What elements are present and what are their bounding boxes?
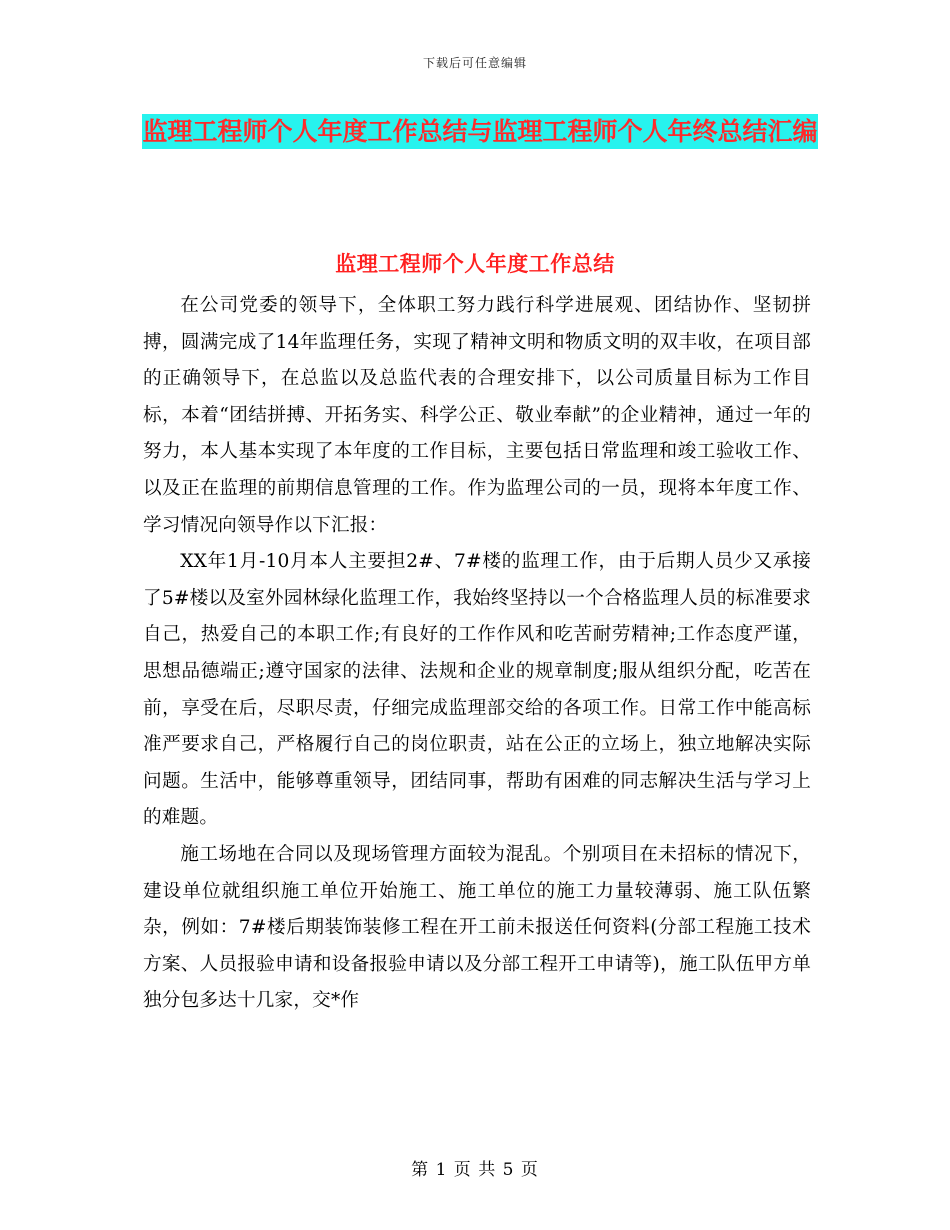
document-title [140, 110, 820, 154]
paragraph-3: 施工场地在合同以及现场管理方面较为混乱。个别项目在未招标的情况下，建设单位就组织施工单位开始施工、施工单位的施工力量较薄弱、施工队伍繁杂，例如：7#楼后期装饰装修工程在开工前未报送任何资料(分部工程施工技术方案、人员报验申请和设备报验申请以及分部工程开工申请等)，施工队伍甲方单独分包多达十几家，交*作 [143, 843, 811, 1012]
page-indicator: 第 1 页 共 5 页 [411, 1160, 539, 1180]
header-note: 下载后可任意编辑 [422, 56, 527, 70]
paragraph-1: 在公司党委的领导下，全体职工努力践行科学进展观、团结协作、坚韧拼搏，圆满完成了14年监理任务，实现了精神文明和物质文明的双丰收，在项目部的正确领导下，在总监以及总监代表的合理安排下，以公司质量目标为工作目标，本着“团结拼搏、开拓务实、科学公正、敬业奉献”的企业精神，通过一年的努力，本人基本实现了本年度的工作目标，主要包括日常监理和竣工验收工作、以及正在监理的前期信息管理的工作。作为监理公司的一员，现将本年度工作、学习情况向领导作以下汇报： [143, 295, 811, 536]
body-text [143, 288, 811, 1020]
paragraph-2: XX年1月-10月本人主要担2#、7#楼的监理工作，由于后期人员少又承接了5#楼以及室外园林绿化监理工作，我始终坚持以一个合格监理人员的标准要求自己，热爱自己的本职工作;有良好的工作作风和吃苦耐劳精神;工作态度严谨，思想品德端正;遵守国家的法律、法规和企业的规章制度;服从组织分配，吃苦在前，享受在后，尽职尽责，仔细完成监理部交给的各项工作。日常工作中能高标准严要求自己，严格履行自己的岗位职责，站在公正的立场上，独立地解决实际问题。生活中，能够尊重领导，团结同事，帮助有困难的同志解决生活与学习上的难题。 [143, 551, 811, 829]
document-title-text: 监理工程师个人年度工作总结与监理工程师个人年终总结汇编 [142, 114, 817, 149]
section-title: 监理工程师个人年度工作总结 [335, 251, 615, 276]
